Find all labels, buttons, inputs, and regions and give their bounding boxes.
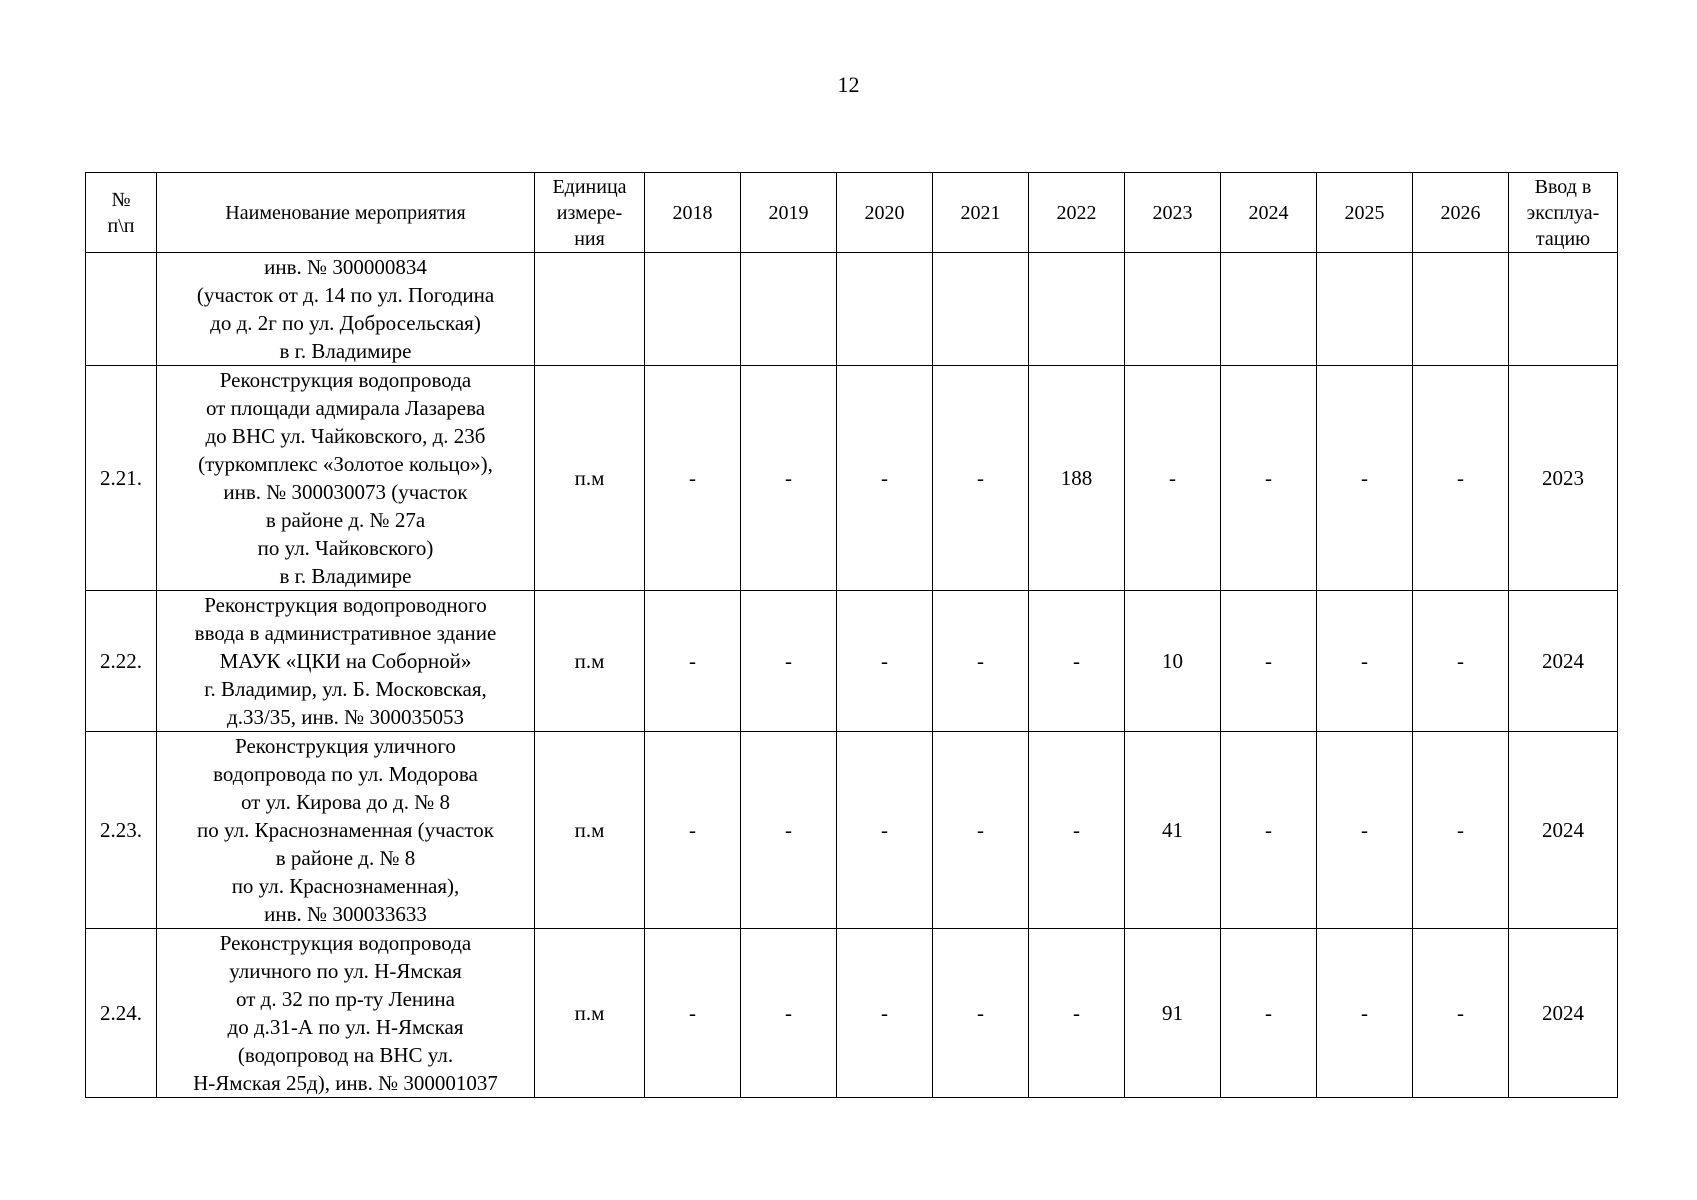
unit-cell: п.м <box>535 929 645 1098</box>
table-row <box>86 929 1618 1098</box>
header-year: 2019 <box>741 173 837 253</box>
year-value-cell: - <box>933 732 1029 929</box>
row-number-cell <box>86 253 157 366</box>
year-value-cell: - <box>645 929 741 1098</box>
measure-name-cell: Реконструкция водопровода от площади адмирала Лазарева до ВНС ул. Чайковского, д. 23б (туркомплекс «Золотое кольцо»), инв. № 300030073 (участок в районе д. № 27а по ул. Чайковского) в г. Владимире <box>157 366 535 591</box>
header-year: 2018 <box>645 173 741 253</box>
header-unit: Единица измере- ния <box>535 173 645 253</box>
commission-year-cell: 2024 <box>1509 929 1618 1098</box>
year-value-cell <box>1029 253 1125 366</box>
year-value-cell: - <box>1317 929 1413 1098</box>
commission-year-cell: 2024 <box>1509 591 1618 732</box>
year-value-cell: - <box>1125 366 1221 591</box>
year-value-cell: - <box>1413 929 1509 1098</box>
commission-year-cell: 2024 <box>1509 732 1618 929</box>
unit-cell: п.м <box>535 366 645 591</box>
year-value-cell: - <box>645 366 741 591</box>
header-number: № п\п <box>86 173 157 253</box>
header-year: 2023 <box>1125 173 1221 253</box>
year-value-cell: - <box>933 591 1029 732</box>
table-row <box>86 253 1618 366</box>
year-value-cell <box>837 253 933 366</box>
commission-year-cell: 2023 <box>1509 366 1618 591</box>
year-value-cell: - <box>1317 732 1413 929</box>
table-row <box>86 366 1618 591</box>
header-year: 2026 <box>1413 173 1509 253</box>
year-value-cell: - <box>933 366 1029 591</box>
year-value-cell: - <box>837 591 933 732</box>
year-value-cell: - <box>1029 929 1125 1098</box>
measure-name-cell: инв. № 300000834 (участок от д. 14 по ул. Погодина до д. 2г по ул. Добросельская) в г. Владимире <box>157 253 535 366</box>
year-value-cell: - <box>837 929 933 1098</box>
unit-cell: п.м <box>535 732 645 929</box>
year-value-cell: - <box>1221 732 1317 929</box>
year-value-cell <box>1221 253 1317 366</box>
year-value-cell: - <box>645 732 741 929</box>
year-value-cell: - <box>741 366 837 591</box>
row-number-cell: 2.21. <box>86 366 157 591</box>
year-value-cell: - <box>1221 929 1317 1098</box>
year-value-cell: - <box>1413 732 1509 929</box>
measure-name-cell: Реконструкция водопроводного ввода в административное здание МАУК «ЦКИ на Соборной» г. Владимир, ул. Б. Московская, д.33/35, инв. № 300035053 <box>157 591 535 732</box>
page-number: 12 <box>837 72 860 97</box>
year-value-cell <box>1317 253 1413 366</box>
year-value-cell: - <box>1413 591 1509 732</box>
table-row <box>86 732 1618 929</box>
year-value-cell: - <box>741 591 837 732</box>
year-value-cell <box>1125 253 1221 366</box>
year-value-cell: - <box>741 732 837 929</box>
unit-cell <box>535 253 645 366</box>
year-value-cell: - <box>1221 366 1317 591</box>
header-commission: Ввод в эксплуа- тацию <box>1509 173 1618 253</box>
header-year: 2022 <box>1029 173 1125 253</box>
row-number-cell: 2.24. <box>86 929 157 1098</box>
year-value-cell: 41 <box>1125 732 1221 929</box>
table-row <box>86 591 1618 732</box>
year-value-cell: - <box>741 929 837 1098</box>
year-value-cell <box>741 253 837 366</box>
row-number-cell: 2.23. <box>86 732 157 929</box>
year-value-cell: - <box>645 591 741 732</box>
table-header-row <box>86 173 1618 253</box>
year-value-cell: - <box>1317 591 1413 732</box>
year-value-cell: - <box>1029 732 1125 929</box>
measure-name-cell: Реконструкция водопровода уличного по ул. Н-Ямская от д. 32 по пр-ту Ленина до д.31-А по ул. Н-Ямская (водопровод на ВНС ул. Н-Ямская 25д), инв. № 300001037 <box>157 929 535 1098</box>
header-year: 2021 <box>933 173 1029 253</box>
unit-cell: п.м <box>535 591 645 732</box>
year-value-cell: - <box>933 929 1029 1098</box>
year-value-cell: - <box>837 366 933 591</box>
header-name: Наименование мероприятия <box>157 173 535 253</box>
header-year: 2020 <box>837 173 933 253</box>
measures-table <box>85 172 1618 1098</box>
year-value-cell: - <box>1317 366 1413 591</box>
header-year: 2025 <box>1317 173 1413 253</box>
year-value-cell: - <box>1221 591 1317 732</box>
year-value-cell: - <box>837 732 933 929</box>
year-value-cell: - <box>1029 591 1125 732</box>
year-value-cell: 188 <box>1029 366 1125 591</box>
commission-year-cell <box>1509 253 1618 366</box>
year-value-cell: - <box>1413 366 1509 591</box>
measure-name-cell: Реконструкция уличного водопровода по ул. Модорова от ул. Кирова до д. № 8 по ул. Краснознаменная (участок в районе д. № 8 по ул. Краснознаменная), инв. № 300033633 <box>157 732 535 929</box>
header-year: 2024 <box>1221 173 1317 253</box>
year-value-cell <box>1413 253 1509 366</box>
row-number-cell: 2.22. <box>86 591 157 732</box>
year-value-cell <box>933 253 1029 366</box>
year-value-cell <box>645 253 741 366</box>
year-value-cell: 10 <box>1125 591 1221 732</box>
year-value-cell: 91 <box>1125 929 1221 1098</box>
